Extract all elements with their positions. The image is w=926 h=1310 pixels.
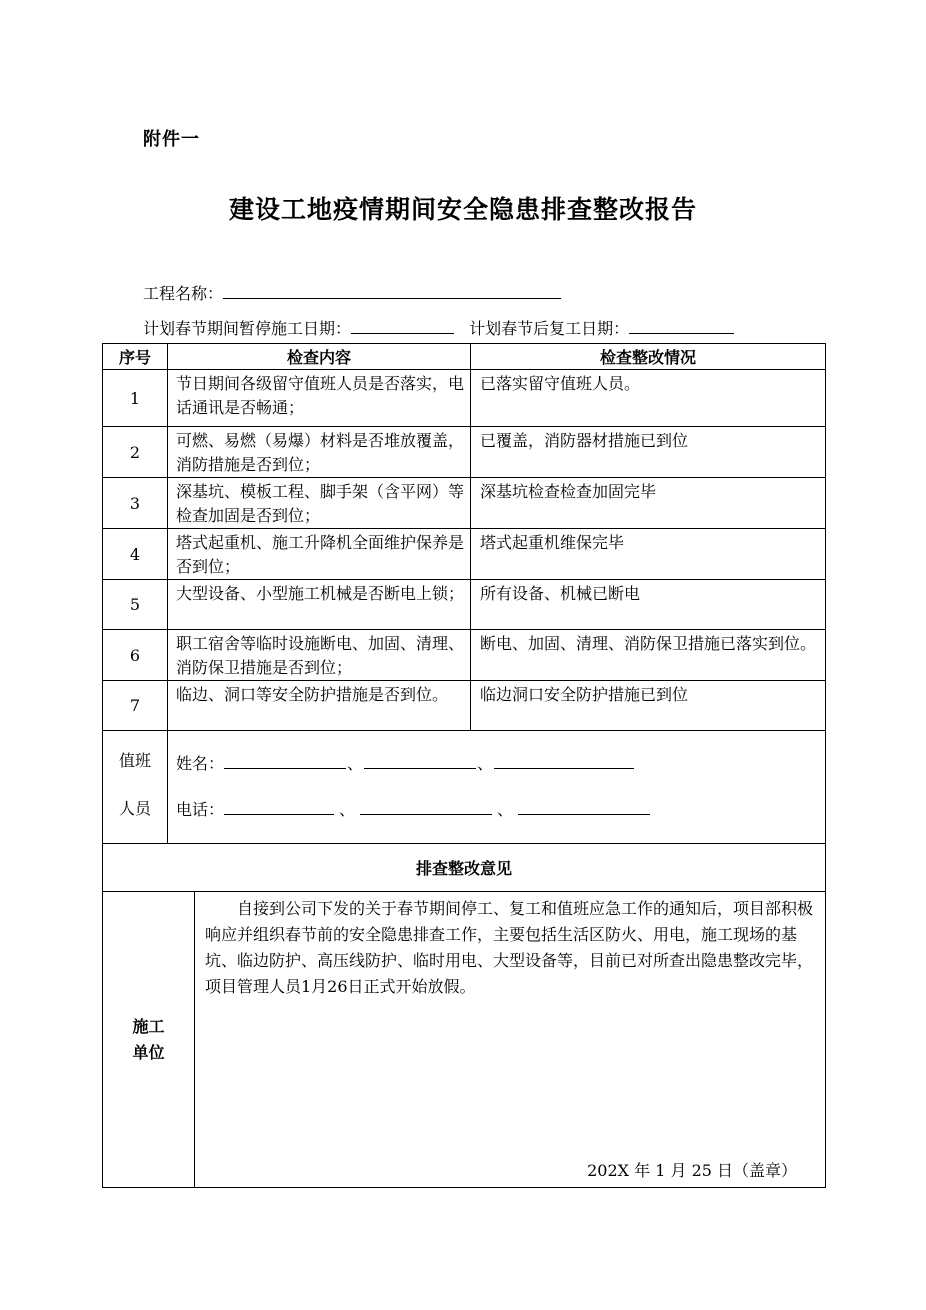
duty-name-blank-3[interactable] bbox=[494, 751, 634, 769]
resume-date-label: 计划春节后复工日期： bbox=[469, 319, 630, 338]
table-row bbox=[103, 427, 826, 478]
row-no: 5 bbox=[103, 580, 168, 630]
unit-label-line2: 单位 bbox=[132, 1042, 165, 1062]
row-no: 2 bbox=[103, 427, 168, 478]
pause-date-label: 计划春节期间暂停施工日期： bbox=[143, 319, 352, 338]
table-row bbox=[103, 580, 826, 630]
duty-name-label: 姓名： bbox=[176, 754, 225, 773]
duty-label-line2: 人员 bbox=[118, 799, 151, 818]
row-result: 塔式起重机维保完毕 bbox=[471, 529, 826, 580]
unit-label bbox=[103, 892, 195, 1188]
opinion-row bbox=[103, 892, 826, 1188]
separator: 、 bbox=[339, 800, 356, 819]
separator: 、 bbox=[347, 754, 364, 773]
duty-phone-blank-3[interactable] bbox=[518, 797, 650, 815]
row-no: 6 bbox=[103, 630, 168, 681]
duty-phone-line bbox=[168, 777, 825, 825]
separator: 、 bbox=[497, 800, 514, 819]
row-no: 3 bbox=[103, 478, 168, 529]
row-result: 所有设备、机械已断电 bbox=[471, 580, 826, 630]
section-row bbox=[103, 844, 826, 892]
header-content: 检查内容 bbox=[168, 344, 471, 370]
duty-phone-blank-1[interactable] bbox=[224, 797, 334, 815]
separator: 、 bbox=[477, 754, 494, 773]
row-content: 节日期间各级留守值班人员是否落实，电话通讯是否畅通； bbox=[168, 370, 471, 427]
row-result: 临边洞口安全防护措施已到位 bbox=[471, 681, 826, 731]
table-row bbox=[103, 478, 826, 529]
table-row bbox=[103, 529, 826, 580]
duty-label bbox=[103, 731, 168, 844]
table-row bbox=[103, 681, 826, 731]
section-title: 排查整改意见 bbox=[103, 844, 826, 892]
dates-row bbox=[143, 316, 734, 339]
duty-name-blank-1[interactable] bbox=[224, 751, 346, 769]
opinion-cell bbox=[195, 892, 826, 1188]
row-no: 7 bbox=[103, 681, 168, 731]
row-content: 临边、洞口等安全防护措施是否到位。 bbox=[168, 681, 471, 731]
row-content: 深基坑、模板工程、脚手架（含平网）等检查加固是否到位； bbox=[168, 478, 471, 529]
duty-phone-label: 电话： bbox=[176, 800, 225, 819]
project-name-blank[interactable] bbox=[223, 281, 561, 299]
annex-label: 附件一 bbox=[143, 129, 200, 150]
project-name-label: 工程名称： bbox=[143, 284, 224, 303]
duty-name-line bbox=[168, 731, 825, 777]
row-content: 大型设备、小型施工机械是否断电上锁； bbox=[168, 580, 471, 630]
page-title: 建设工地疫情期间安全隐患排查整改报告 bbox=[228, 195, 697, 224]
table-row bbox=[103, 370, 826, 427]
header-result: 检查整改情况 bbox=[471, 344, 826, 370]
unit-label-line1: 施工 bbox=[132, 1016, 165, 1036]
row-no: 4 bbox=[103, 529, 168, 580]
resume-date-blank[interactable] bbox=[629, 316, 734, 334]
project-name-row bbox=[143, 281, 561, 304]
table-header-row bbox=[103, 344, 826, 370]
row-result: 深基坑检查检查加固完毕 bbox=[471, 478, 826, 529]
row-content: 职工宿舍等临时设施断电、加固、清理、消防保卫措施是否到位； bbox=[168, 630, 471, 681]
duty-row bbox=[103, 731, 826, 844]
header-no: 序号 bbox=[103, 344, 168, 370]
row-result: 断电、加固、清理、消防保卫措施已落实到位。 bbox=[471, 630, 826, 681]
inspection-table bbox=[102, 343, 826, 1188]
row-no: 1 bbox=[103, 370, 168, 427]
duty-name-blank-2[interactable] bbox=[364, 751, 476, 769]
row-content: 塔式起重机、施工升降机全面维护保养是否到位； bbox=[168, 529, 471, 580]
duty-phone-blank-2[interactable] bbox=[360, 797, 492, 815]
row-result: 已覆盖，消防器材措施已到位 bbox=[471, 427, 826, 478]
table-row bbox=[103, 630, 826, 681]
duty-label-line1: 值班 bbox=[118, 751, 151, 770]
sign-date: 202X 年 1 月 25 日（盖章） bbox=[587, 1161, 798, 1180]
opinion-text: 自接到公司下发的关于春节期间停工、复工和值班应急工作的通知后，项目部积极响应并组织春节前的安全隐患排查工作，主要包括生活区防火、用电，施工现场的基坑、临边防护、高压线防护、临时用电、大型设备等，目前已对所查出隐患整改完毕，项目管理人员1月26日正式开始放假。 bbox=[205, 899, 814, 996]
pause-date-blank[interactable] bbox=[351, 316, 454, 334]
row-result: 已落实留守值班人员。 bbox=[471, 370, 826, 427]
duty-fields bbox=[168, 731, 826, 844]
row-content: 可燃、易燃（易爆）材料是否堆放覆盖，消防措施是否到位； bbox=[168, 427, 471, 478]
